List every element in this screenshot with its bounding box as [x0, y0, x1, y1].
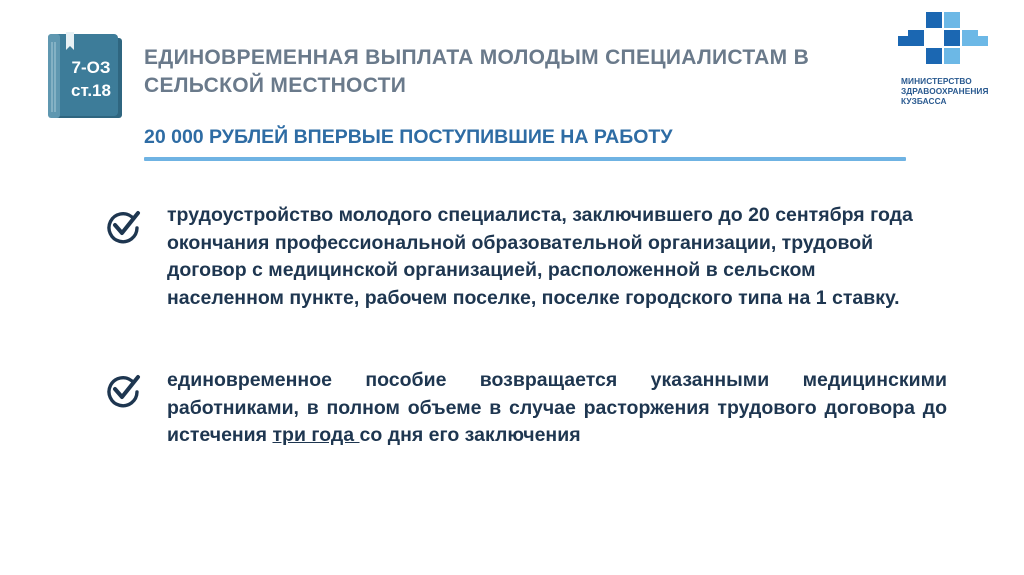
bullet-text: трудоустройство молодого специалиста, заключившего до 20 сентября года окончания профессиональной образовательной организации, трудовой договор с медицинской организацией, расположенной в сельском населенном пункте, рабочем поселке, поселке городского типа на 1 ставку.: [167, 204, 913, 309]
page-title: ЕДИНОВРЕМЕННАЯ ВЫПЛАТА МОЛОДЫМ СПЕЦИАЛИСТАМ В СЕЛЬСКОЙ МЕСТНОСТИ: [144, 46, 810, 97]
highlighted-term: три года: [272, 424, 360, 446]
ministry-logo: [896, 10, 1016, 110]
logo-line-1: МИНИСТЕРСТВО: [901, 76, 972, 86]
badge-article-number: ст.18: [71, 81, 111, 100]
bullet-text-part: со дня его заключения: [359, 424, 581, 446]
check-circle-icon: [104, 372, 142, 410]
logo-line-2: ЗДРАВООХРАНЕНИЯ: [901, 86, 989, 96]
header-divider: [144, 157, 906, 161]
badge-law-number: 7-ОЗ: [71, 58, 111, 77]
page-subtitle: 20 000 РУБЛЕЙ ВПЕРВЫЕ ПОСТУПИВШИЕ НА РАБОТУ: [144, 126, 673, 148]
law-reference-badge: [44, 32, 126, 122]
medical-cross-logo-icon: [896, 10, 1016, 74]
logo-line-3: КУЗБАССА: [901, 96, 947, 106]
check-circle-icon: [104, 208, 142, 246]
bullet-text-part: единовременное пособие возвращается указанными медицинскими работниками, в полном объеме в случае расторжения трудового договора до истечения: [167, 369, 947, 446]
bullet-text: [167, 367, 947, 450]
